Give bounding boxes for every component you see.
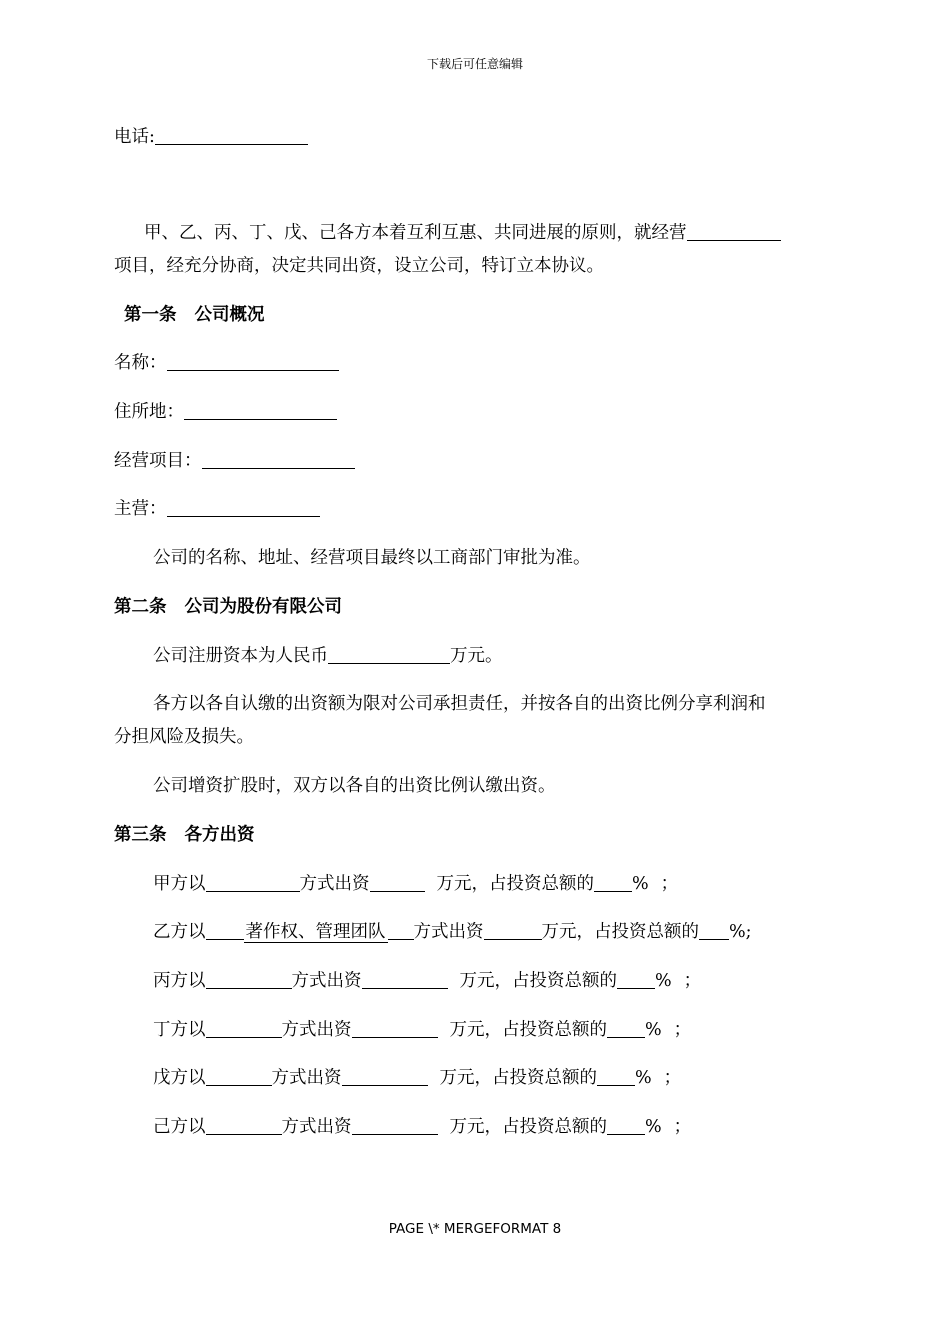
contribution-row [153, 920, 752, 944]
unit-label: 万元，占投资总额的 [436, 874, 594, 894]
percent-blank [617, 969, 655, 989]
amount-blank [352, 1018, 438, 1038]
liability-line-1: 各方以各自认缴的出资额为限对公司承担责任，并按各自的出资比例分享利润和 [153, 694, 766, 714]
article-1-heading [124, 303, 265, 327]
percent-sign: % [655, 971, 672, 991]
row-end: ； [673, 1020, 692, 1040]
method-label: 方式出资 [281, 1020, 352, 1040]
party-label: 戊方以 [153, 1068, 206, 1088]
amount-blank [484, 920, 542, 940]
contribution-row [153, 1066, 681, 1090]
party-label: 丁方以 [153, 1020, 206, 1040]
main-business-blank [167, 497, 320, 517]
method-label: 方式出资 [271, 1068, 342, 1088]
capital-blank [328, 644, 450, 664]
percent-sign: % [635, 1068, 652, 1088]
phone-line [114, 125, 308, 149]
amount-blank [362, 969, 448, 989]
main-business-line [114, 497, 320, 521]
method-blank [206, 1115, 282, 1135]
unit-label: 万元，占投资总额的 [449, 1117, 607, 1137]
unit-label: 万元，占投资总额的 [449, 1020, 607, 1040]
percent-sign: % [645, 1117, 662, 1137]
unit-label: 万元，占投资总额的 [541, 922, 699, 942]
liability-line-2: 分担风险及损失。 [114, 727, 254, 747]
percent-blank [597, 1066, 635, 1086]
address-label: 住所地： [114, 402, 184, 422]
percent-sign: % [645, 1020, 662, 1040]
capital-suffix: 万元。 [450, 646, 503, 666]
article-3-number: 第三条 [114, 825, 167, 845]
article-2-title: 公司为股份有限公司 [184, 597, 342, 617]
address-line [114, 400, 337, 424]
article-3-title: 各方出资 [184, 825, 255, 845]
row-end: ； [663, 1068, 682, 1088]
approval-note: 公司的名称、地址、经营项目最终以工商部门审批为准。 [153, 548, 591, 568]
article-1-title: 公司概况 [194, 305, 265, 325]
method-label: 方式出资 [299, 874, 370, 894]
article-2-heading [114, 595, 342, 619]
method-blank-trail [388, 920, 414, 940]
address-blank [184, 400, 337, 420]
percent-sign: %; [729, 922, 752, 942]
amount-blank [370, 872, 425, 892]
method-blank [206, 1066, 272, 1086]
company-name-blank [167, 351, 339, 371]
method-label: 方式出资 [291, 971, 362, 991]
article-1-number: 第一条 [124, 305, 177, 325]
party-label: 乙方以 [153, 922, 206, 942]
phone-blank [155, 125, 308, 145]
page-footer: PAGE \* MERGEFORMAT 8 [388, 1221, 562, 1237]
amount-blank [342, 1066, 428, 1086]
company-name-label: 名称： [114, 353, 167, 373]
capital-line [153, 644, 503, 668]
method-label: 方式出资 [281, 1117, 352, 1137]
article-2-number: 第二条 [114, 597, 167, 617]
method-blank-lead [206, 920, 244, 940]
row-end: ； [673, 1117, 692, 1137]
percent-blank [594, 872, 632, 892]
business-blank [687, 221, 781, 241]
method-label: 方式出资 [413, 922, 484, 942]
method-blank [206, 872, 300, 892]
page-header: 下载后可任意编辑 [426, 57, 523, 71]
business-scope-label: 经营项目： [114, 451, 202, 471]
percent-blank [699, 920, 729, 940]
contribution-row [153, 1018, 691, 1042]
intro-line-2: 项目，经充分协商，决定共同出资，设立公司，特订立本协议。 [114, 256, 604, 276]
percent-blank [607, 1018, 645, 1038]
capital-prefix: 公司注册资本为人民币 [153, 646, 328, 666]
phone-label: 电话: [114, 127, 155, 147]
contribution-row [153, 1115, 691, 1139]
unit-label: 万元，占投资总额的 [439, 1068, 597, 1088]
main-business-label: 主营： [114, 499, 167, 519]
method-blank [206, 969, 292, 989]
party-label: 己方以 [153, 1117, 206, 1137]
intro-line-1 [144, 221, 781, 245]
article-3-heading [114, 823, 255, 847]
row-end: ； [660, 874, 679, 894]
method-filled-value: 著作权、管理团队 [245, 922, 386, 942]
unit-label: 万元，占投资总额的 [459, 971, 617, 991]
business-scope-blank [202, 449, 355, 469]
row-end: ； [683, 971, 702, 991]
percent-sign: % [632, 874, 649, 894]
party-label: 甲方以 [153, 874, 206, 894]
contribution-row [153, 969, 701, 993]
company-name-line [114, 351, 339, 375]
capital-increase-line: 公司增资扩股时，双方以各自的出资比例认缴出资。 [153, 776, 556, 796]
method-blank [206, 1018, 282, 1038]
intro-text-1: 甲、乙、丙、丁、戊、己各方本着互利互惠、共同进展的原则，就经营 [144, 223, 687, 243]
party-label: 丙方以 [153, 971, 206, 991]
contribution-row [153, 872, 678, 896]
amount-blank [352, 1115, 438, 1135]
business-scope-line [114, 449, 355, 473]
percent-blank [607, 1115, 645, 1135]
